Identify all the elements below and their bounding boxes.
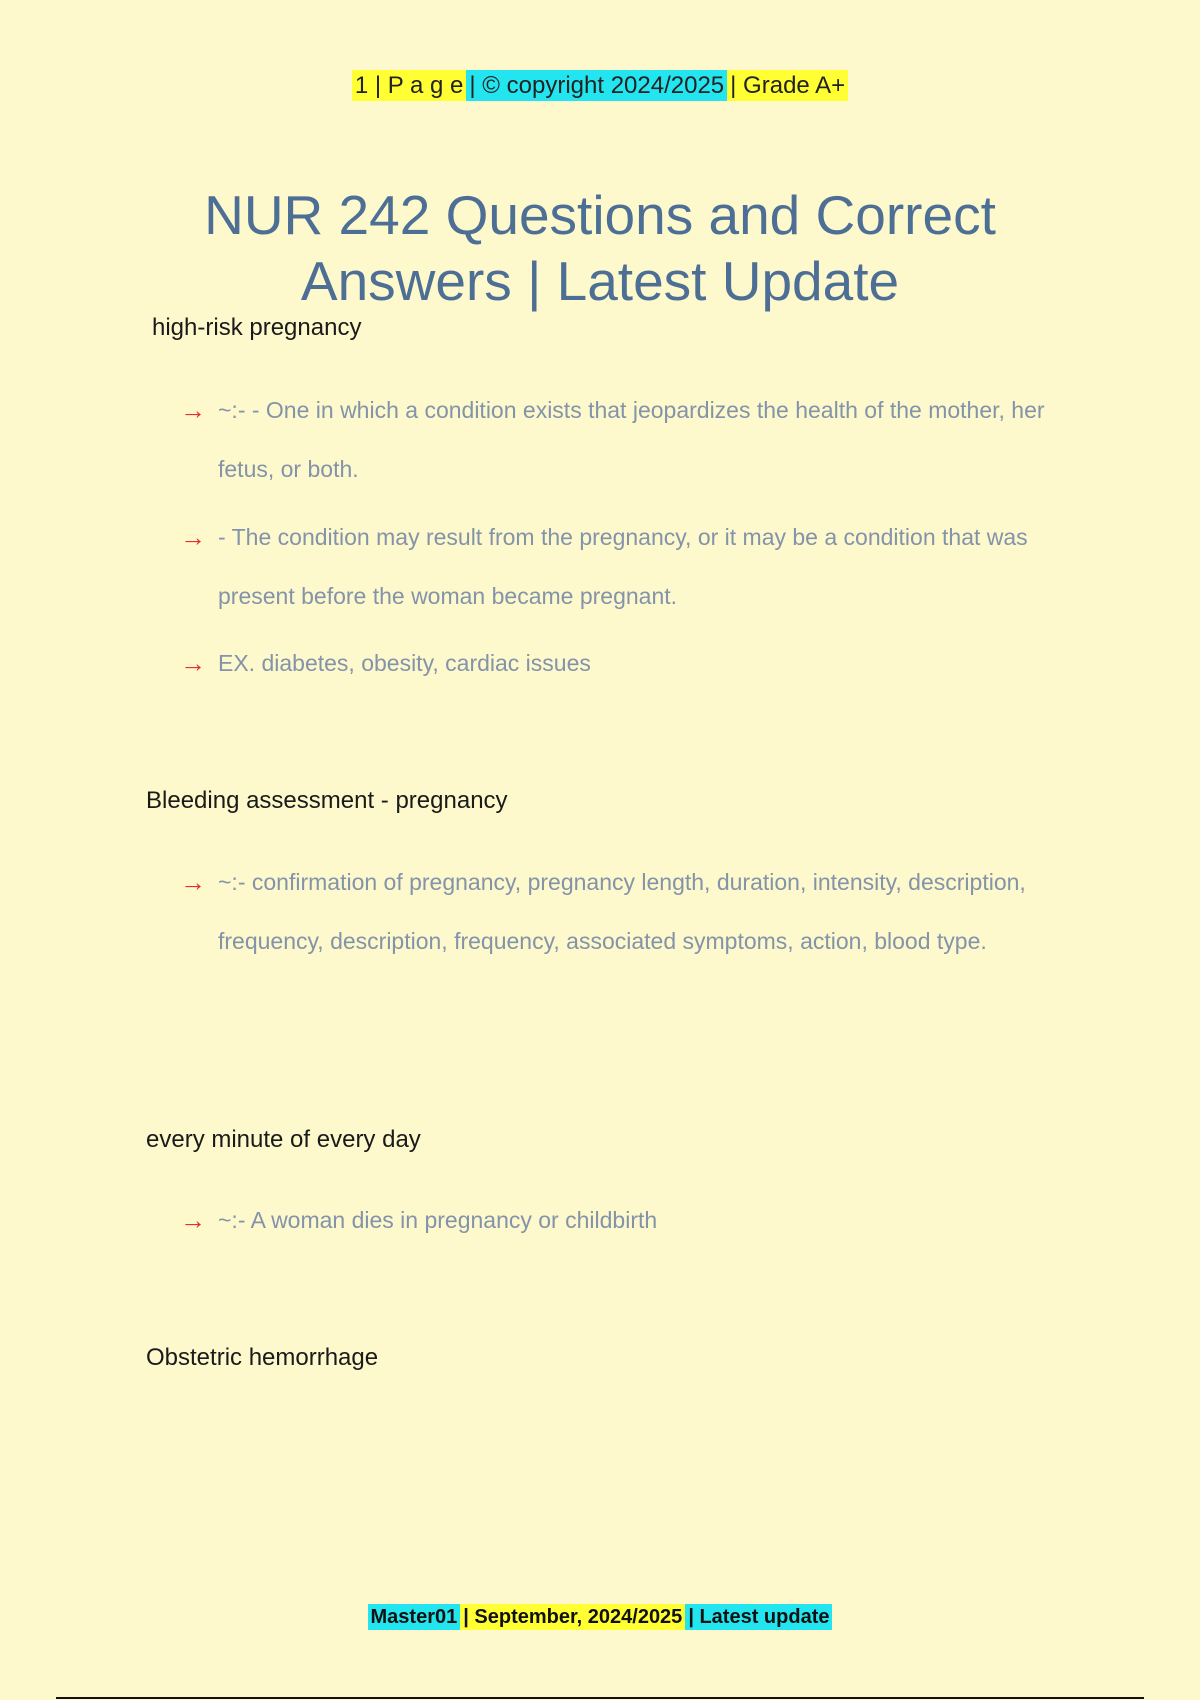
footer-divider <box>56 1697 1144 1699</box>
bullet-text: EX. diabetes, obesity, cardiac issues <box>218 650 591 676</box>
page-footer <box>0 1602 1200 1632</box>
list-item <box>180 1191 1080 1250</box>
arrow-right-icon: → <box>180 522 206 552</box>
bullet-text: - The condition may result from the pregnancy, or it may be a condition that was present before the woman became pregnant. <box>218 524 1028 609</box>
page-number-label: 1 | P a g e <box>352 70 467 101</box>
arrow-right-icon: → <box>180 867 206 897</box>
arrow-right-icon: → <box>180 1205 206 1235</box>
list-item <box>180 634 1080 693</box>
section-heading-obstetric-hemorrhage: Obstetric hemorrhage <box>146 1344 379 1371</box>
page-header <box>0 68 1200 104</box>
list-item <box>180 381 1080 499</box>
copyright-label: | © copyright 2024/2025 <box>466 70 727 101</box>
bullet-text: ~:- A woman dies in pregnancy or childbirth <box>218 1207 658 1233</box>
title-line-2: Answers | Latest Update <box>300 250 900 312</box>
title-line-1: NUR 242 Questions and Correct <box>204 184 996 246</box>
footer-update: | Latest update <box>685 1604 832 1630</box>
arrow-right-icon: → <box>180 648 206 678</box>
bullet-text: ~:- confirmation of pregnancy, pregnancy length, duration, intensity, description, frequency, description, frequency, associated symptoms, action, blood type. <box>218 869 1026 954</box>
footer-author: Master01 <box>368 1604 461 1630</box>
section-heading-every-minute: every minute of every day <box>146 1126 421 1153</box>
section-heading-high-risk-pregnancy: high-risk pregnancy <box>152 314 362 341</box>
list-item <box>180 853 1080 971</box>
footer-date: | September, 2024/2025 <box>460 1604 685 1630</box>
section-heading-bleeding-assessment: Bleeding assessment - pregnancy <box>146 787 508 814</box>
arrow-right-icon: → <box>180 395 206 425</box>
grade-label: | Grade A+ <box>727 70 848 101</box>
document-title <box>0 182 1200 314</box>
bullet-text: ~:- - One in which a condition exists that jeopardizes the health of the mother, her fetus, or both. <box>218 397 1045 482</box>
list-item <box>180 508 1080 626</box>
